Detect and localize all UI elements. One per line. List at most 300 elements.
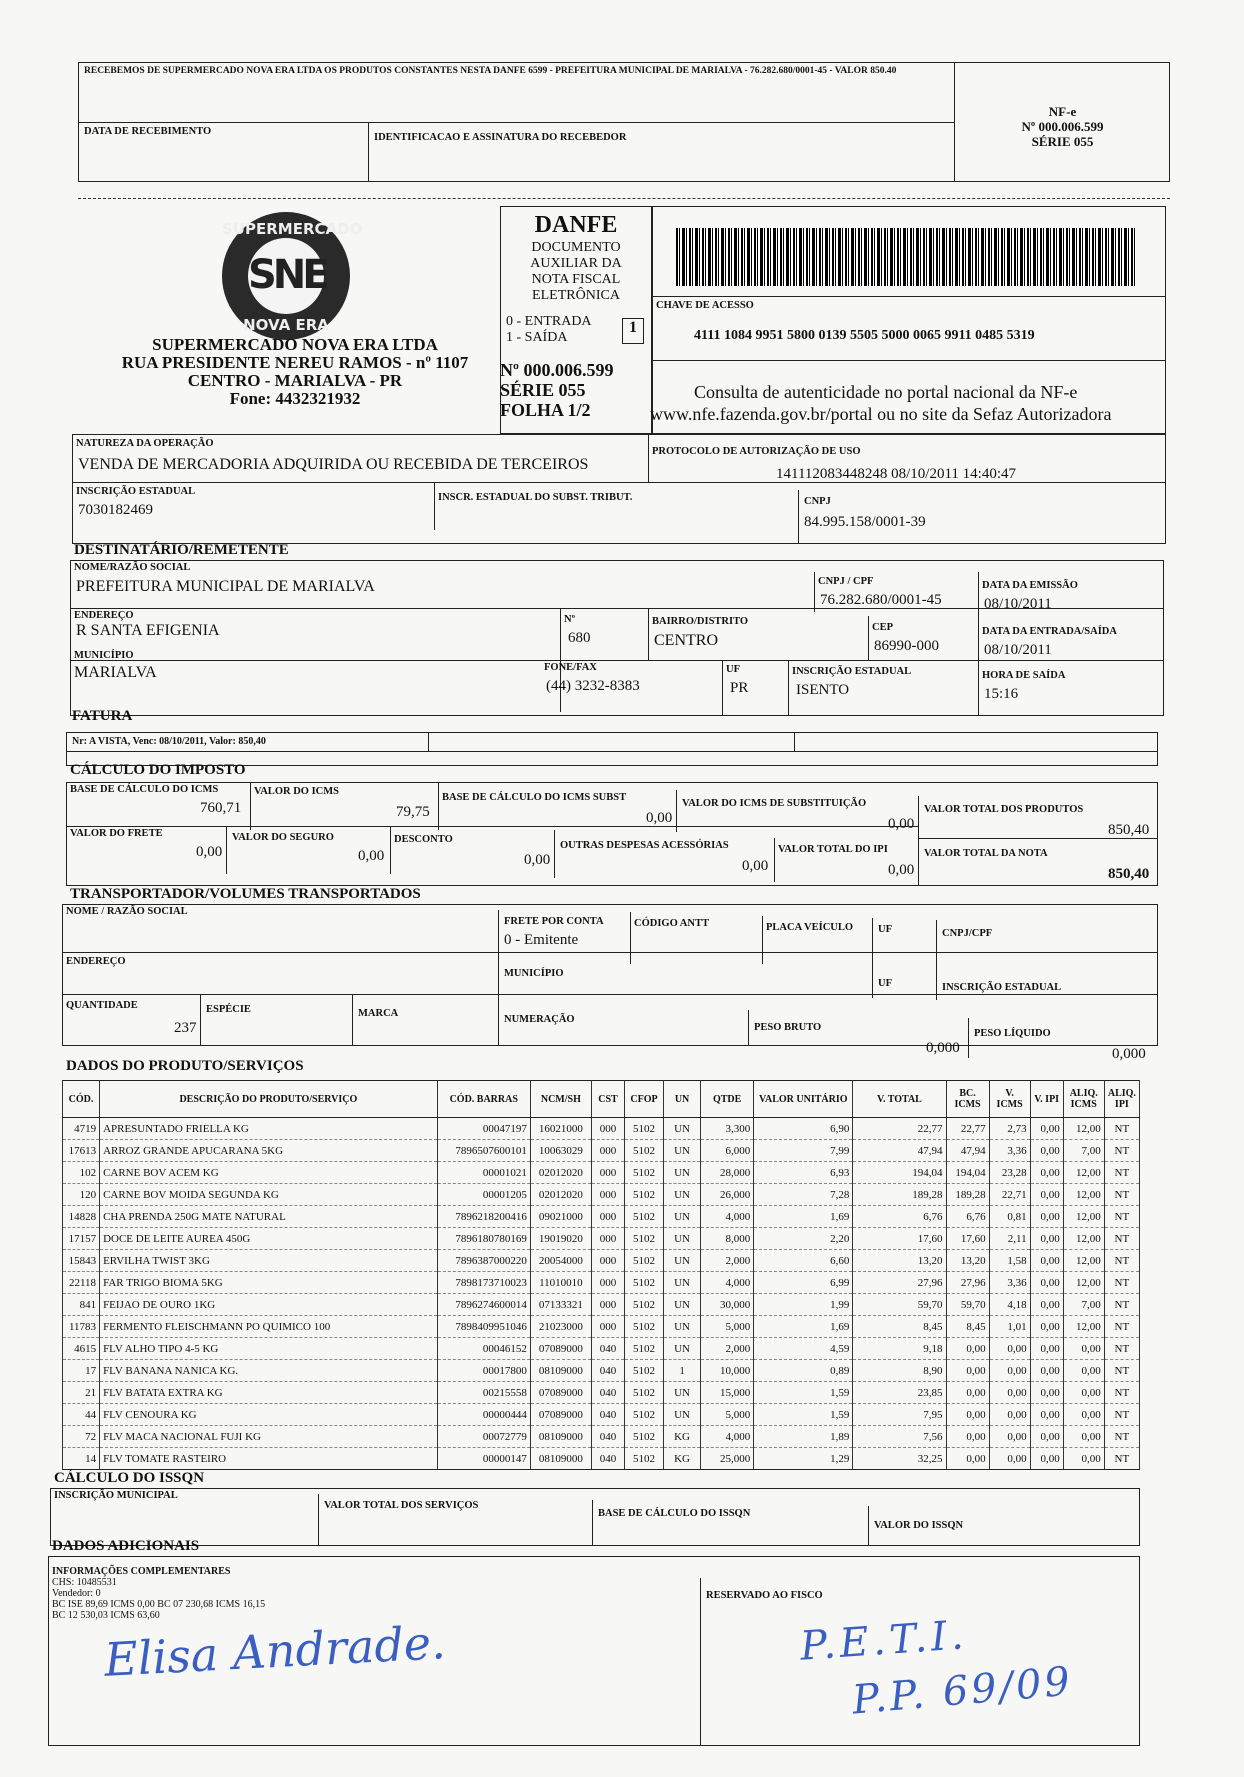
cell-description: CARNE BOV ACEM KG bbox=[100, 1162, 438, 1184]
cell-ncm: 07089000 bbox=[530, 1382, 591, 1404]
issuer-address: RUA PRESIDENTE NEREU RAMOS - nº 1107 bbox=[121, 353, 469, 372]
products-section-title: DADOS DO PRODUTO/SERVIÇOS bbox=[66, 1058, 304, 1074]
vehicle-plate-label: PLACA VEÍCULO bbox=[766, 922, 854, 933]
cell-ipi-rate: NT bbox=[1104, 1404, 1139, 1426]
cell-icms-base: 22,77 bbox=[946, 1118, 989, 1140]
cell-icms-value: 3,36 bbox=[989, 1140, 1030, 1162]
product-row bbox=[63, 1118, 1140, 1140]
cell-icms-base: 0,00 bbox=[946, 1360, 989, 1382]
antt-code-label: CÓDIGO ANTT bbox=[634, 918, 709, 929]
recipient-name-label: NOME/RAZÃO SOCIAL bbox=[74, 562, 191, 573]
cell-total: 23,85 bbox=[853, 1382, 946, 1404]
cell-code: 22118 bbox=[63, 1272, 100, 1294]
cell-cst: 000 bbox=[591, 1118, 624, 1140]
cell-cfop: 5102 bbox=[624, 1294, 663, 1316]
cell-code: 44 bbox=[63, 1404, 100, 1426]
cell-icms-value: 2,11 bbox=[989, 1228, 1030, 1250]
cell-ipi-rate: NT bbox=[1104, 1140, 1139, 1162]
cell-unit-value: 6,60 bbox=[754, 1250, 853, 1272]
cell-ncm: 07089000 bbox=[530, 1338, 591, 1360]
cell-code: 11783 bbox=[63, 1316, 100, 1338]
cell-description: FLV MACA NACIONAL FUJI KG bbox=[100, 1426, 438, 1448]
cell-total: 27,96 bbox=[853, 1272, 946, 1294]
ipi-total-label: VALOR TOTAL DO IPI bbox=[778, 844, 888, 855]
cell-ipi-rate: NT bbox=[1104, 1294, 1139, 1316]
cell-code: 120 bbox=[63, 1184, 100, 1206]
departure-time: 15:16 bbox=[984, 686, 1019, 702]
cell-icms-value: 0,00 bbox=[989, 1338, 1030, 1360]
cell-unit: UN bbox=[664, 1140, 701, 1162]
uf-label: UF bbox=[726, 664, 740, 675]
cell-icms-value: 0,00 bbox=[989, 1448, 1030, 1470]
st-value: 0,00 bbox=[888, 816, 915, 832]
cell-quantity: 26,000 bbox=[701, 1184, 754, 1206]
cell-cfop: 5102 bbox=[624, 1382, 663, 1404]
col-ncm: NCM/SH bbox=[530, 1081, 591, 1118]
cell-icms-rate: 0,00 bbox=[1063, 1360, 1104, 1382]
issuer-cnpj: 84.995.158/0001-39 bbox=[804, 514, 926, 530]
cell-barcode: 00047197 bbox=[437, 1118, 530, 1140]
cell-quantity: 4,000 bbox=[701, 1426, 754, 1448]
icms-value-label: VALOR DO ICMS bbox=[254, 786, 339, 797]
cell-quantity: 5,000 bbox=[701, 1316, 754, 1338]
cell-quantity: 5,000 bbox=[701, 1404, 754, 1426]
phone: (44) 3232-8383 bbox=[546, 678, 640, 694]
product-row bbox=[63, 1382, 1140, 1404]
cell-icms-base: 13,20 bbox=[946, 1250, 989, 1272]
cell-icms-rate: 0,00 bbox=[1063, 1404, 1104, 1426]
cell-description: ERVILHA TWIST 3KG bbox=[100, 1250, 438, 1272]
cell-ipi-value: 0,00 bbox=[1030, 1382, 1063, 1404]
cell-cfop: 5102 bbox=[624, 1250, 663, 1272]
cell-code: 14 bbox=[63, 1448, 100, 1470]
cell-ncm: 02012020 bbox=[530, 1184, 591, 1206]
freight-responsibility-label: FRETE POR CONTA bbox=[504, 916, 604, 927]
cell-ipi-rate: NT bbox=[1104, 1162, 1139, 1184]
cell-icms-value: 3,36 bbox=[989, 1272, 1030, 1294]
cell-ncm: 02012020 bbox=[530, 1162, 591, 1184]
cell-icms-base: 0,00 bbox=[946, 1426, 989, 1448]
stub-nfe-number: NF-e Nº 000.006.599 SÉRIE 055 bbox=[1021, 104, 1104, 149]
cell-total: 7,95 bbox=[853, 1404, 946, 1426]
invoice-total-label: VALOR TOTAL DA NOTA bbox=[924, 848, 1048, 859]
danfe-title: DANFE bbox=[534, 212, 618, 238]
cell-cfop: 5102 bbox=[624, 1316, 663, 1338]
state-registration-label: INSCRIÇÃO ESTADUAL bbox=[76, 486, 196, 497]
cell-ncm: 08109000 bbox=[530, 1426, 591, 1448]
issuer-name: SUPERMERCADO NOVA ERA LTDA bbox=[152, 335, 438, 354]
cell-code: 841 bbox=[63, 1294, 100, 1316]
cell-icms-value: 0,00 bbox=[989, 1382, 1030, 1404]
cell-icms-rate: 0,00 bbox=[1063, 1382, 1104, 1404]
cell-unit-value: 7,99 bbox=[754, 1140, 853, 1162]
cell-unit: UN bbox=[664, 1272, 701, 1294]
gross-weight: 0,000 bbox=[926, 1040, 960, 1056]
receiver-signature-label: IDENTIFICACAO E ASSINATURA DO RECEBEDOR bbox=[374, 132, 627, 143]
net-weight: 0,000 bbox=[1112, 1046, 1146, 1062]
danfe-subtitle: DOCUMENTO AUXILIAR DA NOTA FISCAL ELETRÔNICA bbox=[530, 240, 622, 303]
cell-cfop: 5102 bbox=[624, 1140, 663, 1162]
icms-base: 760,71 bbox=[200, 800, 242, 816]
company-logo: SUPERMERCADO SNE NOVA ERA bbox=[222, 212, 350, 340]
operation-box bbox=[72, 434, 1166, 544]
net-weight-label: PESO LÍQUIDO bbox=[974, 1028, 1051, 1039]
cell-ipi-value: 0,00 bbox=[1030, 1272, 1063, 1294]
cell-cst: 000 bbox=[591, 1272, 624, 1294]
st-base-label: BASE DE CÁLCULO DO ICMS SUBST bbox=[442, 792, 627, 803]
cell-code: 102 bbox=[63, 1162, 100, 1184]
cell-unit-value: 2,20 bbox=[754, 1228, 853, 1250]
other-expenses: 0,00 bbox=[742, 858, 769, 874]
cell-ipi-rate: NT bbox=[1104, 1360, 1139, 1382]
cell-cfop: 5102 bbox=[624, 1404, 663, 1426]
cell-icms-rate: 7,00 bbox=[1063, 1294, 1104, 1316]
cell-quantity: 6,000 bbox=[701, 1140, 754, 1162]
col-total: V. TOTAL bbox=[853, 1081, 946, 1118]
col-unit-value: VALOR UNITÁRIO bbox=[754, 1081, 853, 1118]
cell-ipi-rate: NT bbox=[1104, 1426, 1139, 1448]
cell-barcode: 7896180780169 bbox=[437, 1228, 530, 1250]
cell-icms-rate: 0,00 bbox=[1063, 1426, 1104, 1448]
cell-icms-rate: 12,00 bbox=[1063, 1272, 1104, 1294]
cell-ipi-rate: NT bbox=[1104, 1272, 1139, 1294]
cell-cst: 000 bbox=[591, 1316, 624, 1338]
cell-cfop: 5102 bbox=[624, 1228, 663, 1250]
cell-cfop: 5102 bbox=[624, 1272, 663, 1294]
cell-unit-value: 7,28 bbox=[754, 1184, 853, 1206]
brand-label: MARCA bbox=[358, 1008, 399, 1019]
address-number-label: Nº bbox=[564, 614, 576, 625]
invoice-section-title: FATURA bbox=[72, 708, 133, 724]
cell-description: FLV ALHO TIPO 4-5 KG bbox=[100, 1338, 438, 1360]
cell-unit-value: 1,59 bbox=[754, 1404, 853, 1426]
cell-description: FERMENTO FLEISCHMANN PO QUIMICO 100 bbox=[100, 1316, 438, 1338]
cell-icms-base: 59,70 bbox=[946, 1294, 989, 1316]
phone-label: FONE/FAX bbox=[544, 662, 597, 673]
cell-description: ARROZ GRANDE APUCARANA 5KG bbox=[100, 1140, 438, 1162]
cell-unit-value: 4,59 bbox=[754, 1338, 853, 1360]
cell-ipi-value: 0,00 bbox=[1030, 1426, 1063, 1448]
issqn-value-label: VALOR DO ISSQN bbox=[874, 1520, 964, 1531]
product-row bbox=[63, 1162, 1140, 1184]
issuer-block bbox=[100, 336, 490, 408]
cell-unit-value: 1,99 bbox=[754, 1294, 853, 1316]
cell-unit-value: 1,29 bbox=[754, 1448, 853, 1470]
cell-icms-base: 27,96 bbox=[946, 1272, 989, 1294]
tax-authority-reserved-label: RESERVADO AO FISCO bbox=[706, 1590, 823, 1601]
issuer-city: CENTRO - MARIALVA - PR bbox=[187, 371, 403, 390]
discount-label: DESCONTO bbox=[394, 834, 453, 845]
handwritten-signature: Elisa Andrade. bbox=[102, 1615, 447, 1687]
col-cst: CST bbox=[591, 1081, 624, 1118]
address: R SANTA EFIGENIA bbox=[76, 622, 220, 639]
ipi-total: 0,00 bbox=[888, 862, 915, 878]
cell-barcode: 00215558 bbox=[437, 1382, 530, 1404]
cell-quantity: 2,000 bbox=[701, 1338, 754, 1360]
city-label: MUNICÍPIO bbox=[74, 650, 134, 661]
cell-icms-rate: 0,00 bbox=[1063, 1338, 1104, 1360]
operation-nature: VENDA DE MERCADORIA ADQUIRIDA OU RECEBIDA DE TERCEIROS bbox=[78, 456, 589, 473]
cell-icms-base: 0,00 bbox=[946, 1448, 989, 1470]
cell-unit: UN bbox=[664, 1118, 701, 1140]
cell-code: 15843 bbox=[63, 1250, 100, 1272]
cell-ipi-rate: NT bbox=[1104, 1448, 1139, 1470]
cell-cfop: 5102 bbox=[624, 1448, 663, 1470]
cell-barcode: 00000444 bbox=[437, 1404, 530, 1426]
cell-ipi-rate: NT bbox=[1104, 1118, 1139, 1140]
services-total-label: VALOR TOTAL DOS SERVIÇOS bbox=[324, 1500, 479, 1511]
cell-icms-base: 17,60 bbox=[946, 1228, 989, 1250]
cell-unit: KG bbox=[664, 1448, 701, 1470]
cell-ipi-rate: NT bbox=[1104, 1338, 1139, 1360]
cell-barcode: 00072779 bbox=[437, 1426, 530, 1448]
cell-unit: UN bbox=[664, 1404, 701, 1426]
cell-total: 8,90 bbox=[853, 1360, 946, 1382]
cell-cst: 000 bbox=[591, 1162, 624, 1184]
cell-total: 22,77 bbox=[853, 1118, 946, 1140]
col-cfop: CFOP bbox=[624, 1081, 663, 1118]
protocol-label: PROTOCOLO DE AUTORIZAÇÃO DE USO bbox=[652, 446, 861, 457]
cell-cfop: 5102 bbox=[624, 1338, 663, 1360]
cell-total: 6,76 bbox=[853, 1206, 946, 1228]
cell-unit-value: 1,59 bbox=[754, 1382, 853, 1404]
st-registration-label: INSCR. ESTADUAL DO SUBST. TRIBUT. bbox=[438, 492, 633, 503]
issuer-cnpj-label: CNPJ bbox=[804, 496, 831, 507]
cell-description: FLV CENOURA KG bbox=[100, 1404, 438, 1426]
quantity: 237 bbox=[174, 1020, 197, 1036]
cell-unit-value: 1,69 bbox=[754, 1206, 853, 1228]
cell-ipi-value: 0,00 bbox=[1030, 1404, 1063, 1426]
cell-total: 9,18 bbox=[853, 1338, 946, 1360]
cell-ipi-value: 0,00 bbox=[1030, 1118, 1063, 1140]
zip-code: 86990-000 bbox=[874, 638, 939, 654]
freight-responsibility: 0 - Emitente bbox=[504, 932, 579, 948]
invoice-text: Nr: A VISTA, Venc: 08/10/2011, Valor: 850,40 bbox=[72, 736, 266, 747]
uf: PR bbox=[730, 680, 749, 696]
carrier-cnpj-label: CNPJ/CPF bbox=[942, 928, 993, 939]
entry-exit-options: 0 - ENTRADA 1 - SAÍDA bbox=[506, 314, 592, 345]
cell-cfop: 5102 bbox=[624, 1162, 663, 1184]
complementary-info: INFORMAÇÕES COMPLEMENTARES CHS: 10485531 Vendedor: 0 BC ISE 89,69 ICMS 0,00 BC 07 230,68 ICMS 16,15 BC 12 530,03 ICMS 63,60 bbox=[52, 1566, 266, 1621]
cell-code: 21 bbox=[63, 1382, 100, 1404]
icms-value: 79,75 bbox=[396, 804, 430, 820]
cell-code: 4719 bbox=[63, 1118, 100, 1140]
cell-icms-value: 0,00 bbox=[989, 1426, 1030, 1448]
carrier-uf-label: UF bbox=[878, 924, 892, 935]
cell-unit-value: 1,89 bbox=[754, 1426, 853, 1448]
product-row bbox=[63, 1360, 1140, 1382]
cell-description: CHA PRENDA 250G MATE NATURAL bbox=[100, 1206, 438, 1228]
cell-unit-value: 1,69 bbox=[754, 1316, 853, 1338]
cell-ncm: 07133321 bbox=[530, 1294, 591, 1316]
authenticity-url: www.nfe.fazenda.gov.br/portal ou no site da Sefaz Autorizadora bbox=[650, 404, 1112, 424]
cell-barcode: 7896507600101 bbox=[437, 1140, 530, 1162]
product-row bbox=[63, 1426, 1140, 1448]
cell-description: DOCE DE LEITE AUREA 450G bbox=[100, 1228, 438, 1250]
zip-label: CEP bbox=[872, 622, 893, 633]
col-code: CÓD. bbox=[63, 1081, 100, 1118]
cell-ncm: 16021000 bbox=[530, 1118, 591, 1140]
cell-description: FLV TOMATE RASTEIRO bbox=[100, 1448, 438, 1470]
cell-ipi-value: 0,00 bbox=[1030, 1162, 1063, 1184]
col-description: DESCRIÇÃO DO PRODUTO/SERVIÇO bbox=[100, 1081, 438, 1118]
cell-unit: UN bbox=[664, 1162, 701, 1184]
cell-ncm: 20054000 bbox=[530, 1250, 591, 1272]
issqn-box bbox=[50, 1488, 1140, 1546]
product-row bbox=[63, 1294, 1140, 1316]
access-key-label: CHAVE DE ACESSO bbox=[656, 300, 754, 311]
product-row bbox=[63, 1140, 1140, 1162]
cell-unit: 1 bbox=[664, 1360, 701, 1382]
authenticity-text: Consulta de autenticidade no portal nacional da NF-e bbox=[694, 382, 1078, 402]
cell-ipi-value: 0,00 bbox=[1030, 1140, 1063, 1162]
cell-cst: 000 bbox=[591, 1228, 624, 1250]
cell-ipi-value: 0,00 bbox=[1030, 1250, 1063, 1272]
cell-total: 47,94 bbox=[853, 1140, 946, 1162]
cell-barcode: 00001205 bbox=[437, 1184, 530, 1206]
cell-ipi-value: 0,00 bbox=[1030, 1338, 1063, 1360]
cell-icms-rate: 12,00 bbox=[1063, 1118, 1104, 1140]
product-row bbox=[63, 1272, 1140, 1294]
cell-description: FLV BANANA NANICA KG. bbox=[100, 1360, 438, 1382]
cell-ncm: 08109000 bbox=[530, 1448, 591, 1470]
cell-quantity: 8,000 bbox=[701, 1228, 754, 1250]
issue-date: 08/10/2011 bbox=[984, 596, 1052, 612]
col-ipi-rate: ALIQ. IPI bbox=[1104, 1081, 1139, 1118]
cell-icms-base: 189,28 bbox=[946, 1184, 989, 1206]
cell-quantity: 25,000 bbox=[701, 1448, 754, 1470]
product-row bbox=[63, 1338, 1140, 1360]
cell-ncm: 19019020 bbox=[530, 1228, 591, 1250]
cell-icms-base: 8,45 bbox=[946, 1316, 989, 1338]
cell-icms-rate: 7,00 bbox=[1063, 1140, 1104, 1162]
st-value-label: VALOR DO ICMS DE SUBSTITUIÇÃO bbox=[682, 798, 867, 809]
cell-quantity: 4,000 bbox=[701, 1206, 754, 1228]
cell-barcode: 7896274600014 bbox=[437, 1294, 530, 1316]
cell-cst: 000 bbox=[591, 1140, 624, 1162]
other-expenses-label: OUTRAS DESPESAS ACESSÓRIAS bbox=[560, 840, 729, 851]
carrier-box bbox=[62, 904, 1158, 1046]
cell-ipi-value: 0,00 bbox=[1030, 1206, 1063, 1228]
cell-cfop: 5102 bbox=[624, 1118, 663, 1140]
address-number: 680 bbox=[568, 630, 591, 646]
freight-label: VALOR DO FRETE bbox=[70, 828, 163, 839]
cell-ipi-rate: NT bbox=[1104, 1228, 1139, 1250]
cell-icms-value: 22,71 bbox=[989, 1184, 1030, 1206]
cell-icms-value: 1,58 bbox=[989, 1250, 1030, 1272]
cell-icms-rate: 12,00 bbox=[1063, 1316, 1104, 1338]
cell-icms-base: 0,00 bbox=[946, 1382, 989, 1404]
cell-icms-rate: 0,00 bbox=[1063, 1448, 1104, 1470]
cell-icms-base: 0,00 bbox=[946, 1338, 989, 1360]
products-table bbox=[62, 1080, 1140, 1470]
cell-icms-value: 0,81 bbox=[989, 1206, 1030, 1228]
cell-description: FEIJAO DE OURO 1KG bbox=[100, 1294, 438, 1316]
entry-exit-date-label: DATA DA ENTRADA/SAÍDA bbox=[982, 626, 1117, 637]
cell-icms-value: 0,00 bbox=[989, 1360, 1030, 1382]
product-row bbox=[63, 1206, 1140, 1228]
cell-cst: 040 bbox=[591, 1426, 624, 1448]
cell-ipi-value: 0,00 bbox=[1030, 1360, 1063, 1382]
cell-barcode: 7898173710023 bbox=[437, 1272, 530, 1294]
cell-total: 17,60 bbox=[853, 1228, 946, 1250]
cell-cst: 000 bbox=[591, 1294, 624, 1316]
numbering-label: NUMERAÇÃO bbox=[504, 1014, 575, 1025]
carrier-address-label: ENDEREÇO bbox=[66, 956, 126, 967]
cell-ncm: 21023000 bbox=[530, 1316, 591, 1338]
cell-description: APRESUNTADO FRIELLA KG bbox=[100, 1118, 438, 1140]
cell-cfop: 5102 bbox=[624, 1360, 663, 1382]
cell-ncm: 07089000 bbox=[530, 1404, 591, 1426]
recipient-section-title: DESTINATÁRIO/REMETENTE bbox=[74, 542, 289, 558]
district-label: BAIRRO/DISTRITO bbox=[652, 616, 749, 627]
cell-unit-value: 0,89 bbox=[754, 1360, 853, 1382]
cell-icms-rate: 12,00 bbox=[1063, 1184, 1104, 1206]
cell-icms-base: 194,04 bbox=[946, 1162, 989, 1184]
cell-quantity: 3,300 bbox=[701, 1118, 754, 1140]
cell-cfop: 5102 bbox=[624, 1206, 663, 1228]
cell-total: 8,45 bbox=[853, 1316, 946, 1338]
danfe-number-block: Nº 000.006.599 SÉRIE 055 FOLHA 1/2 bbox=[500, 360, 614, 420]
tax-section-title: CÁLCULO DO IMPOSTO bbox=[70, 762, 246, 778]
state-registration: 7030182469 bbox=[78, 502, 153, 518]
col-quantity: QTDE bbox=[701, 1081, 754, 1118]
cell-unit: UN bbox=[664, 1382, 701, 1404]
recipient-ie-label: INSCRIÇÃO ESTADUAL bbox=[792, 666, 912, 677]
cell-icms-rate: 12,00 bbox=[1063, 1162, 1104, 1184]
cell-ipi-value: 0,00 bbox=[1030, 1294, 1063, 1316]
carrier-section-title: TRANSPORTADOR/VOLUMES TRANSPORTADOS bbox=[70, 886, 421, 902]
cell-quantity: 28,000 bbox=[701, 1162, 754, 1184]
cell-ipi-value: 0,00 bbox=[1030, 1184, 1063, 1206]
cell-description: CARNE BOV MOIDA SEGUNDA KG bbox=[100, 1184, 438, 1206]
product-row bbox=[63, 1184, 1140, 1206]
cell-cst: 040 bbox=[591, 1360, 624, 1382]
cell-description: FLV BATATA EXTRA KG bbox=[100, 1382, 438, 1404]
cell-barcode: 7896218200416 bbox=[437, 1206, 530, 1228]
cell-icms-base: 6,76 bbox=[946, 1206, 989, 1228]
cell-ipi-value: 0,00 bbox=[1030, 1228, 1063, 1250]
cell-ipi-rate: NT bbox=[1104, 1184, 1139, 1206]
product-row bbox=[63, 1404, 1140, 1426]
cell-cst: 040 bbox=[591, 1338, 624, 1360]
cell-code: 14828 bbox=[63, 1206, 100, 1228]
recipient-name: PREFEITURA MUNICIPAL DE MARIALVA bbox=[76, 578, 375, 595]
cell-icms-value: 0,00 bbox=[989, 1404, 1030, 1426]
handwritten-note-1: P.E.T.I. bbox=[798, 1612, 969, 1670]
cell-icms-base: 0,00 bbox=[946, 1404, 989, 1426]
carrier-ie-label: INSCRIÇÃO ESTADUAL bbox=[942, 982, 1062, 993]
cell-ncm: 11010010 bbox=[530, 1272, 591, 1294]
cell-quantity: 2,000 bbox=[701, 1250, 754, 1272]
issqn-base-label: BASE DE CÁLCULO DO ISSQN bbox=[598, 1508, 751, 1519]
access-key-value: 4111 1084 9951 5800 0139 5505 5000 0065 9911 0485 5319 bbox=[694, 328, 1035, 343]
cell-ncm: 09021000 bbox=[530, 1206, 591, 1228]
icms-base-label: BASE DE CÁLCULO DO ICMS bbox=[70, 784, 219, 795]
products-total: 850,40 bbox=[1108, 822, 1150, 838]
recipient-cnpj: 76.282.680/0001-45 bbox=[820, 592, 942, 608]
cell-description: FAR TRIGO BIOMA 5KG bbox=[100, 1272, 438, 1294]
cell-code: 4615 bbox=[63, 1338, 100, 1360]
cell-ipi-rate: NT bbox=[1104, 1382, 1139, 1404]
cell-cst: 000 bbox=[591, 1250, 624, 1272]
cell-unit: UN bbox=[664, 1184, 701, 1206]
district: CENTRO bbox=[654, 632, 718, 649]
issqn-section-title: CÁLCULO DO ISSQN bbox=[54, 1470, 205, 1486]
cell-barcode: 7898409951046 bbox=[437, 1316, 530, 1338]
cell-barcode: 00017800 bbox=[437, 1360, 530, 1382]
cell-code: 17 bbox=[63, 1360, 100, 1382]
